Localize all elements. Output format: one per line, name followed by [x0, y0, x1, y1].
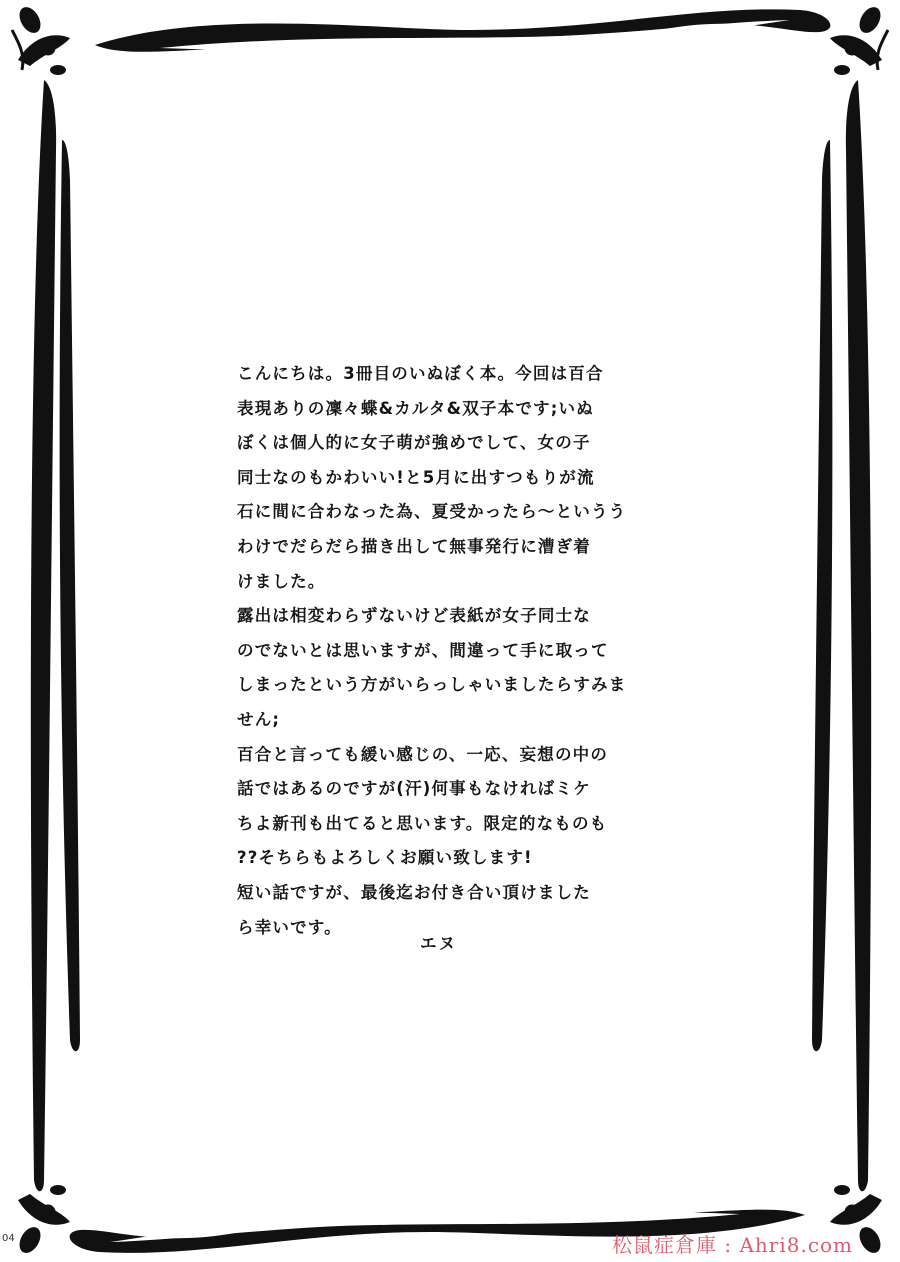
left-swash-inner [60, 140, 80, 1051]
watermark: 松鼠症倉庫 : Ahri8.com [612, 1233, 854, 1257]
text-line: 露出は相変わらずないけど表紙が女子同士な [237, 606, 591, 626]
text-line: せん; [237, 709, 281, 729]
text-line: のでないとは思いますが、間違って手に取って [237, 640, 609, 660]
text-line: こんにちは。3冊目のいぬぼく本。今回は百合 [237, 364, 604, 383]
corner-ornament-bottom-left [15, 1185, 70, 1257]
text-line: 石に間に合わなった為、夏受かったら〜というう [237, 502, 627, 522]
right-swash-inner [812, 140, 832, 1051]
text-line: けました。 [237, 571, 326, 591]
text-line: 百合と言っても緩い感じの、一応、妄想の中の [237, 744, 609, 764]
corner-ornament-top-right [830, 3, 888, 75]
text-line: しまったという方がいらっしゃいましたらすみま [237, 675, 627, 695]
text-line: ら幸いです。 [237, 917, 342, 937]
text-line: ??そちらもよろしくお願い致します! [237, 848, 533, 868]
text-line: 短い話ですが、最後迄お付き合い頂けました [237, 882, 591, 902]
corner-ornament-top-left [12, 3, 70, 75]
right-swash-outer [846, 80, 871, 1191]
left-swash-outer [31, 80, 56, 1191]
page-number: 04 [2, 1233, 15, 1244]
text-line: 表現ありの凜々蝶&カルタ&双子本です;いぬ [237, 398, 594, 418]
text-line: わけでだらだら描き出して無事発行に漕ぎ着 [237, 536, 591, 556]
afterword-text [237, 357, 677, 945]
text-line: ちよ新刊も出てると思います。限定的なものも [237, 813, 608, 833]
author-signature: エヌ [420, 934, 457, 953]
text-line: 話ではあるのですが(汗)何事もなければミケ [237, 779, 591, 799]
text-line: 同士なのもかわいい!と5月に出すつもりが流 [237, 467, 595, 487]
text-line: ぼくは個人的に女子萌が強めでして、女の子 [237, 433, 591, 453]
